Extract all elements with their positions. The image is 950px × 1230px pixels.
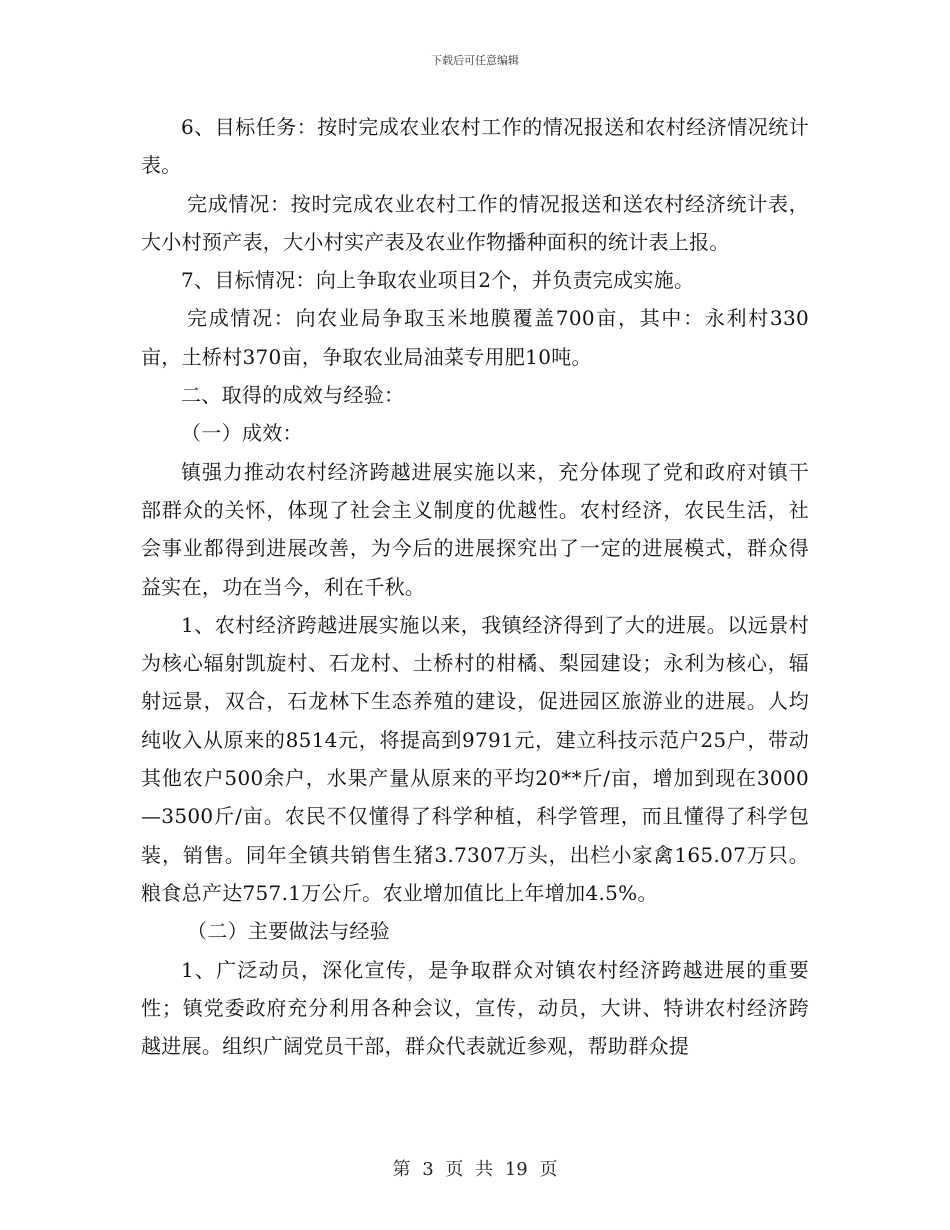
- subheading-methods: （二）主要做法与经验: [187, 919, 390, 944]
- paragraph-target-7: 7、目标情况：向上争取农业项目2个，并负责完成实施。: [181, 268, 695, 293]
- section-heading-achievements: 二、取得的成效与经验：: [181, 383, 405, 408]
- paragraph-results-1: 1、农村经济跨越进展实施以来，我镇经济得到了大的进展。以远景村为核心辐射凯旋村、石龙村、土桥村的柑橘、梨园建设；永利为核心，辐射远景，双合，石龙林下生态养殖的建设，促进园区旅游业的进展。人均纯收入从原来的8514元，将提高到9791元，建立科技示范户25户，带动其他农户500余户，水果产量从原来的平均20**斤/亩，增加到现在3000—3500斤/亩。农民不仅懂得了科学种植，科学管理，而且懂得了科学包装，销售。同年全镇共销售生猪3.7307万头，出栏小家禽165.07万只。粮食总产达757.1万公斤。农业增加值比上年增加4.5%。: [141, 612, 809, 905]
- page-header-note: 下载后可任意编辑: [431, 54, 519, 67]
- paragraph-completion-7: 完成情况：向农业局争取玉米地膜覆盖700亩，其中：永利村330亩，土桥村370亩，争取农业局油菜专用肥10吨。: [141, 306, 809, 369]
- paragraph-methods-1: 1、广泛动员，深化宣传，是争取群众对镇农村经济跨越进展的重要性；镇党委政府充分利用各种会议，宣传，动员，大讲、特讲农村经济跨越进展。组织广阔党员干部，群众代表就近参观，帮助群众提: [141, 957, 809, 1059]
- paragraph-results-intro: 镇强力推动农村经济跨越进展实施以来，充分体现了党和政府对镇干部群众的关怀，体现了社会主义制度的优越性。农村经济，农民生活，社会事业都得到进展改善，为今后的进展探究出了一定的进展模式，群众得益实在，功在当今，利在千秋。: [141, 459, 809, 599]
- document-body: [141, 108, 809, 1065]
- paragraph-target-6: 6、目标任务：按时完成农业农村工作的情况报送和农村经济情况统计表。: [141, 115, 809, 178]
- paragraph-completion-6: 完成情况：按时完成农业农村工作的情况报送和送农村经济统计表，大小村预产表，大小村实产表及农业作物播种面积的统计表上报。: [141, 191, 809, 254]
- subheading-results: （一）成效：: [181, 421, 303, 446]
- page-number: 第 3 页 共 19 页: [392, 1159, 558, 1180]
